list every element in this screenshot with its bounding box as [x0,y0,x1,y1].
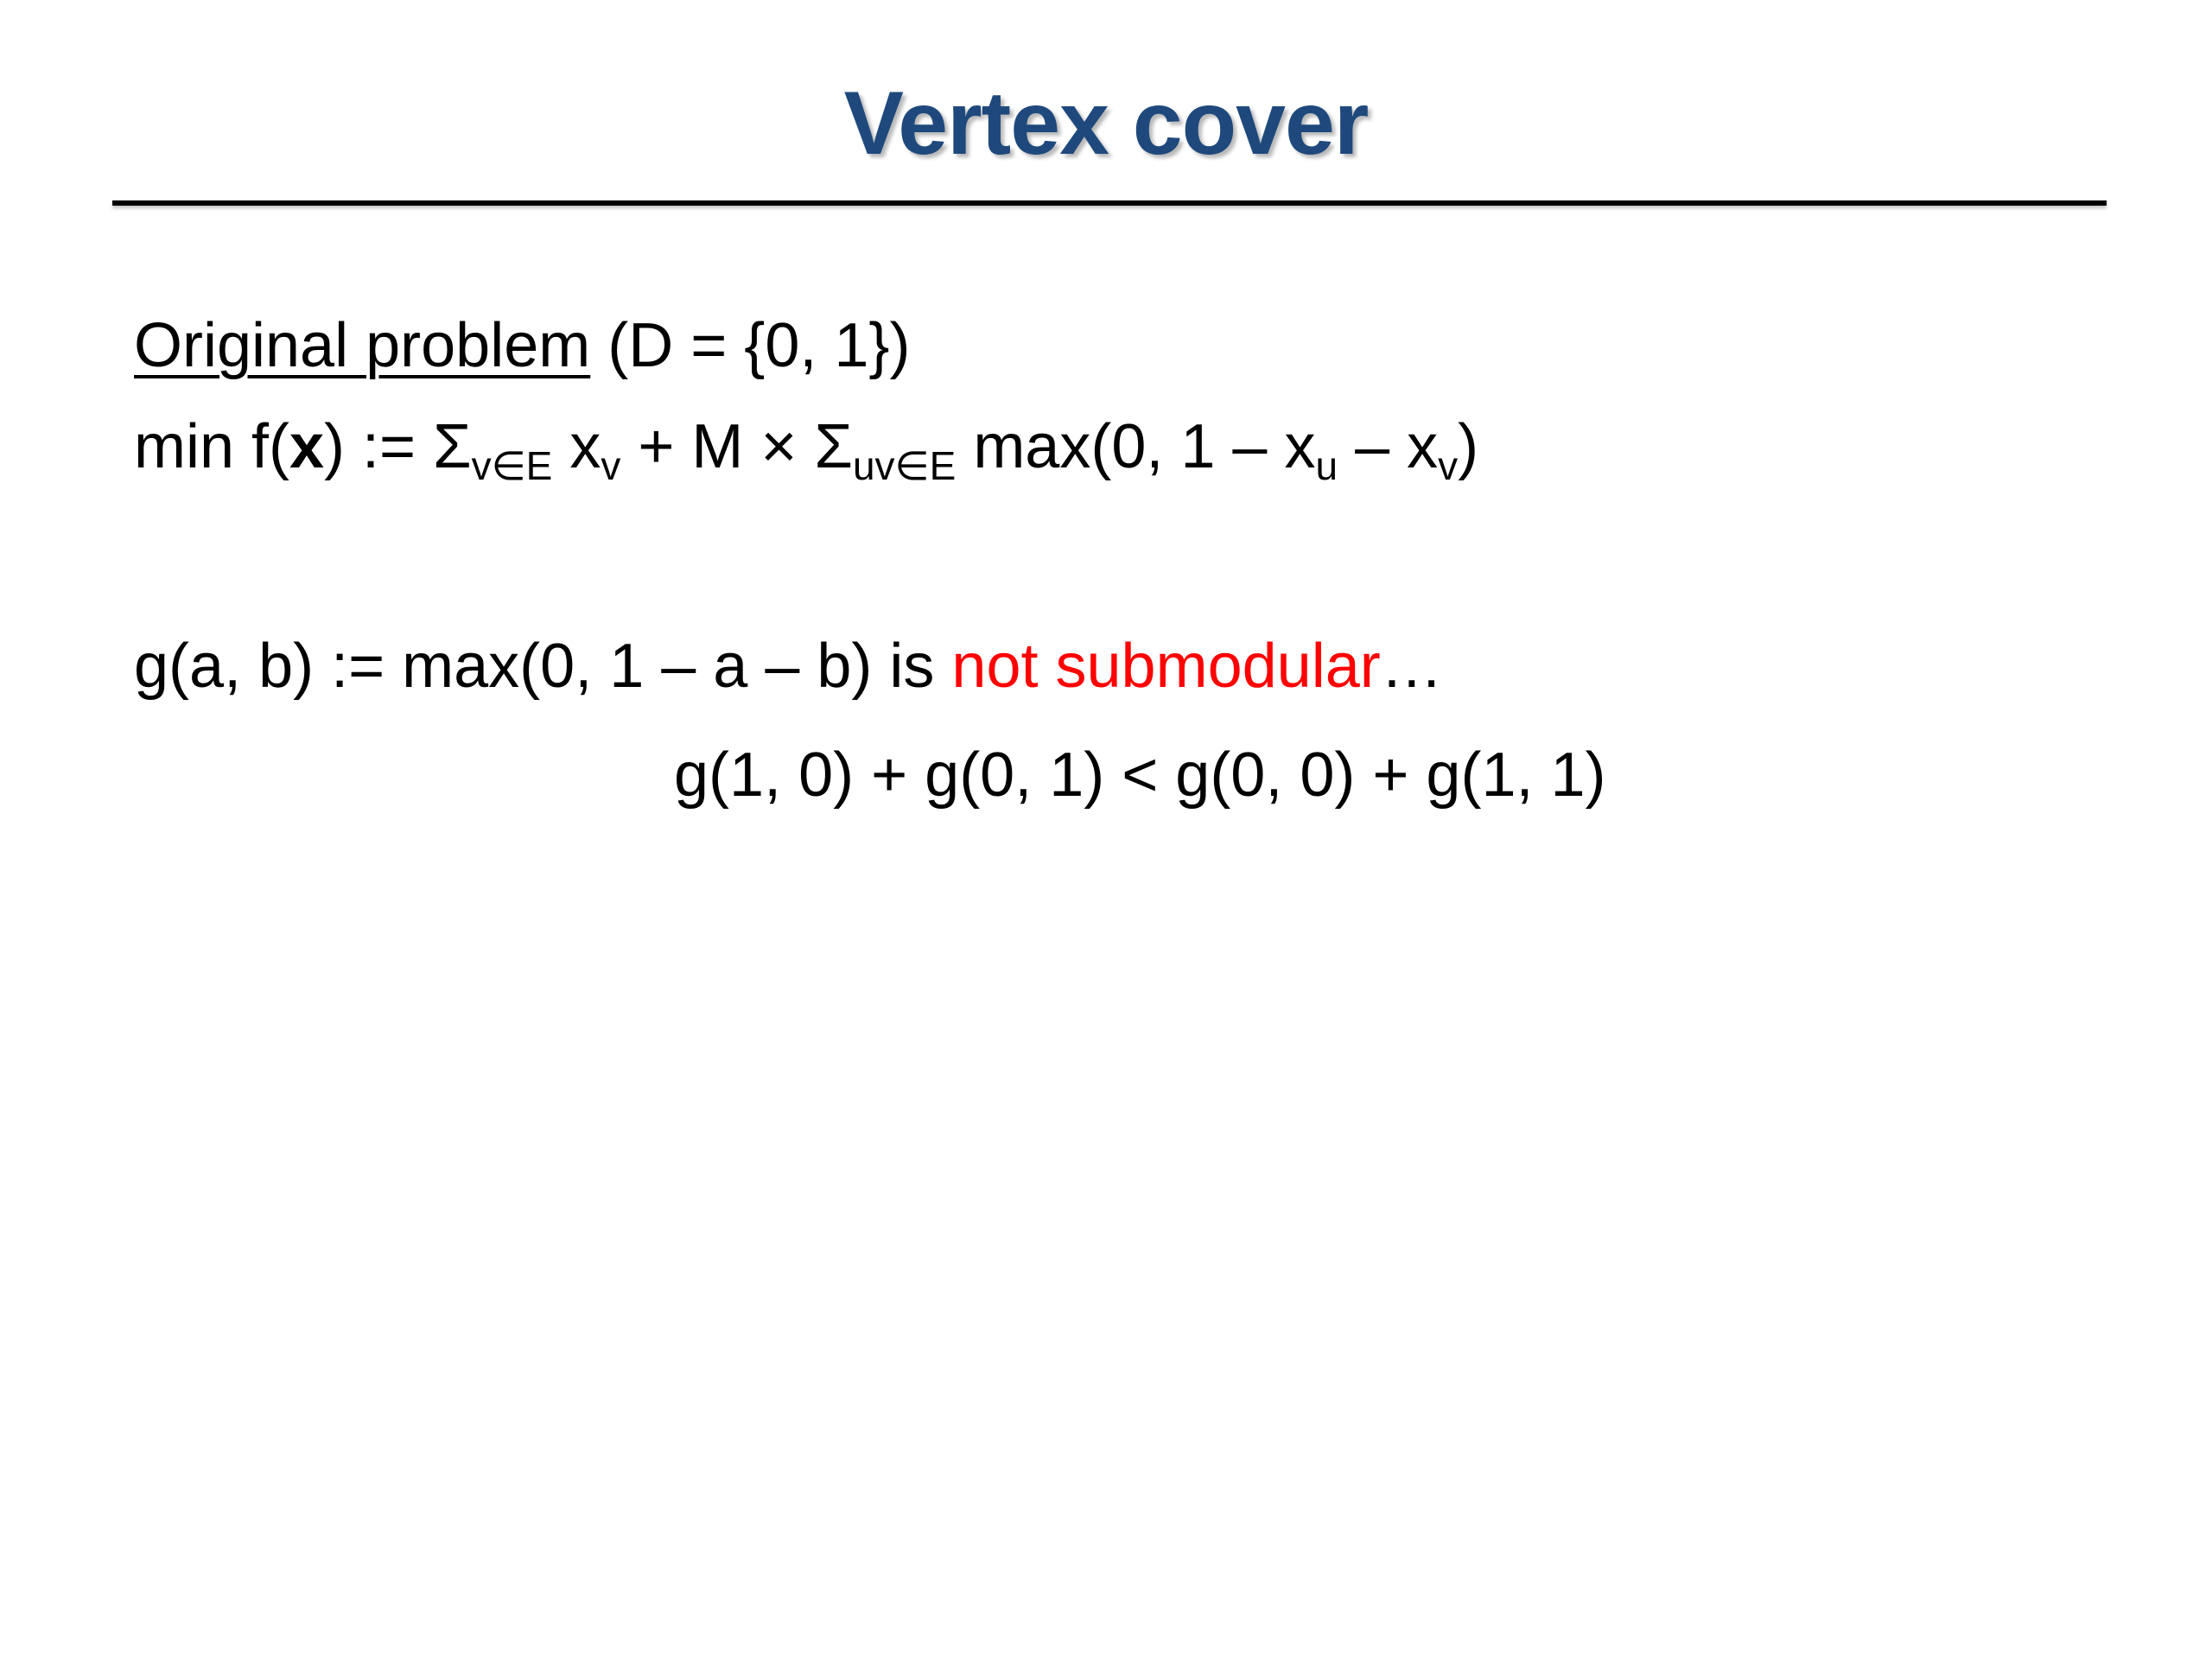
g-statement: g(a, b) := max(0, 1 – a – b) is not submodular… [134,632,1443,701]
original-problem-heading: Original problem [134,311,591,380]
title-divider [112,200,2107,206]
inequality: g(1, 0) + g(0, 1) < g(0, 0) + g(1, 1) [674,741,1606,810]
vector-x: x [289,412,325,481]
original-problem-line [134,307,910,385]
slide-title: Vertex cover [843,73,1369,174]
domain-text: (D = {0, 1}) [607,311,911,380]
objective-formula: min f(x) := $\Sigma_{v\in E}$ $x_v + M \times \Sigma_{uv\in E}$ max(0, $1 - x_u - x_v$) [134,412,1479,488]
not-submodular-highlight: not submodular [951,632,1381,701]
